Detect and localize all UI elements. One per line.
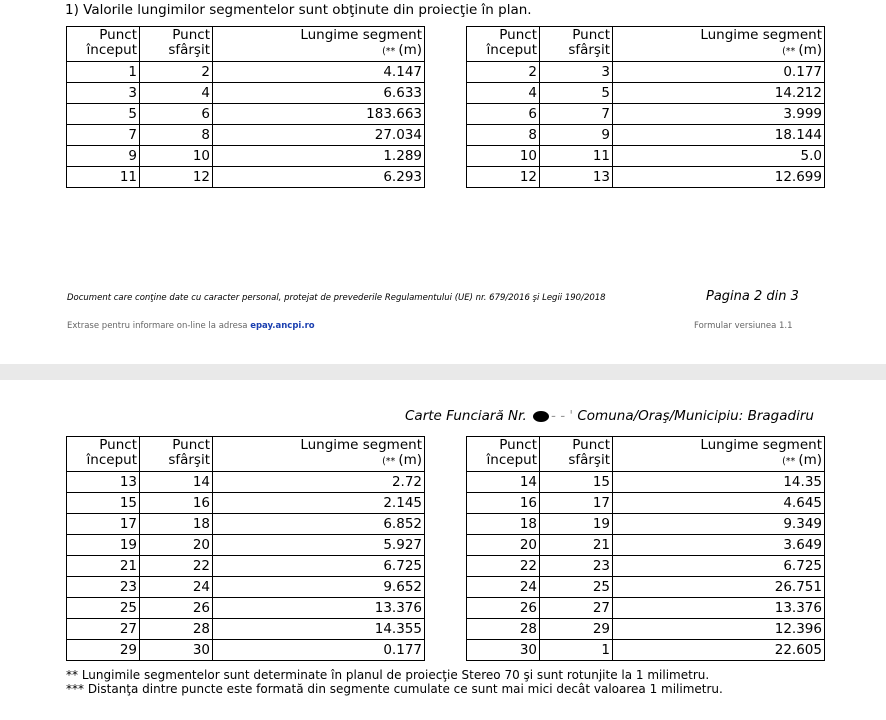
segment-length-cell: 12.396 [613, 619, 825, 640]
end-point-cell: 22 [140, 556, 213, 577]
table-row [467, 535, 825, 556]
end-point-cell: 14 [140, 472, 213, 493]
segment-length-cell: 6.725 [213, 556, 425, 577]
segment-length-cell: 9.349 [613, 514, 825, 535]
table-row [67, 167, 425, 188]
end-point-cell: 6 [140, 104, 213, 125]
end-point-cell: 27 [540, 598, 613, 619]
segment-length-cell: 2.145 [213, 493, 425, 514]
segment-length-cell: 1.289 [213, 146, 425, 167]
segment-length-cell: 5.927 [213, 535, 425, 556]
start-point-cell: 14 [467, 472, 540, 493]
extract-text: Extrase pentru informare on-line la adresa [67, 321, 251, 331]
end-point-cell: 12 [140, 167, 213, 188]
table-body [67, 472, 425, 661]
segment-length-cell: 12.699 [613, 167, 825, 188]
personal-data-notice: Document care conţine date cu caracter personal, protejat de prevederile Regulamentului (UE) nr. 679/2016 şi Legii 190/2018 [67, 293, 606, 303]
page-number: Pagina 2 din 3 [706, 289, 799, 304]
start-point-cell: 17 [67, 514, 140, 535]
end-point-cell: 29 [540, 619, 613, 640]
start-point-cell: 23 [67, 577, 140, 598]
segment-length-cell: 18.144 [613, 125, 825, 146]
end-point-cell: 13 [540, 167, 613, 188]
table-row [467, 62, 825, 83]
end-point-cell: 8 [140, 125, 213, 146]
start-point-cell: 22 [467, 556, 540, 577]
table-row [467, 125, 825, 146]
table-header [467, 437, 825, 472]
end-point-cell: 2 [140, 62, 213, 83]
table-row [67, 640, 425, 661]
table-body [467, 472, 825, 661]
segment-length-cell: 4.147 [213, 62, 425, 83]
segment-length-cell: 22.605 [613, 640, 825, 661]
footnote-rounding: ** Lungimile segmentelor sunt determinate în planul de proiecţie Stereo 70 şi sunt rotunjite la 1 milimetru. [66, 668, 710, 682]
land-book-label: Carte Funciară Nr. [405, 408, 527, 424]
epay-link[interactable]: epay.ancpi.ro [250, 321, 315, 331]
start-point-cell: 20 [467, 535, 540, 556]
table-row [467, 472, 825, 493]
table-row [67, 577, 425, 598]
start-point-cell: 12 [467, 167, 540, 188]
segment-length-cell: 5.0 [613, 146, 825, 167]
header-start-point: Punct început [467, 27, 540, 62]
table-body [467, 62, 825, 188]
start-point-cell: 26 [467, 598, 540, 619]
section-heading: 1) Valorile lungimilor segmentelor sunt obţinute din proiecţie în plan. [65, 2, 532, 18]
table-row [67, 125, 425, 146]
table-row [467, 556, 825, 577]
segment-length-cell: 14.212 [613, 83, 825, 104]
start-point-cell: 3 [67, 83, 140, 104]
start-point-cell: 29 [67, 640, 140, 661]
start-point-cell: 25 [67, 598, 140, 619]
end-point-cell: 15 [540, 472, 613, 493]
municipality-label: Comuna/Oraş/Municipiu: Bragadiru [577, 408, 814, 424]
table-body [67, 62, 425, 188]
segment-length-cell: 9.652 [213, 577, 425, 598]
start-point-cell: 16 [467, 493, 540, 514]
table-row [467, 619, 825, 640]
end-point-cell: 9 [540, 125, 613, 146]
form-version: Formular versiunea 1.1 [694, 321, 793, 331]
header-segment-length: Lungime segment (** (m) [613, 27, 825, 62]
header-end-point: Punct sfârşit [140, 27, 213, 62]
segment-length-cell: 6.852 [213, 514, 425, 535]
segment-length-cell: 0.177 [213, 640, 425, 661]
end-point-cell: 3 [540, 62, 613, 83]
segment-length-cell: 183.663 [213, 104, 425, 125]
start-point-cell: 19 [67, 535, 140, 556]
header-row [467, 437, 825, 472]
start-point-cell: 18 [467, 514, 540, 535]
header-row [67, 27, 425, 62]
start-point-cell: 4 [467, 83, 540, 104]
end-point-cell: 23 [540, 556, 613, 577]
table-row [67, 556, 425, 577]
table-header [67, 27, 425, 62]
start-point-cell: 9 [67, 146, 140, 167]
start-point-cell: 30 [467, 640, 540, 661]
segment-length-cell: 6.633 [213, 83, 425, 104]
table-row [467, 493, 825, 514]
start-point-cell: 24 [467, 577, 540, 598]
header-row [467, 27, 825, 62]
segment-length-cell: 27.034 [213, 125, 425, 146]
table-row [67, 62, 425, 83]
table-row [67, 514, 425, 535]
table-header [467, 27, 825, 62]
table-row [67, 83, 425, 104]
table-row [67, 146, 425, 167]
table-row [67, 535, 425, 556]
start-point-cell: 1 [67, 62, 140, 83]
end-point-cell: 21 [540, 535, 613, 556]
start-point-cell: 5 [67, 104, 140, 125]
segment-length-cell: 13.376 [613, 598, 825, 619]
table-row [67, 493, 425, 514]
table-row [467, 514, 825, 535]
end-point-cell: 24 [140, 577, 213, 598]
segment-length-cell: 4.645 [613, 493, 825, 514]
land-book-header [405, 408, 814, 424]
start-point-cell: 6 [467, 104, 540, 125]
header-start-point: Punct început [67, 437, 140, 472]
segment-length-cell: 14.35 [613, 472, 825, 493]
table-header [67, 437, 425, 472]
end-point-cell: 11 [540, 146, 613, 167]
header-segment-length: Lungime segment (** (m) [213, 27, 425, 62]
footnote-cumulated: *** Distanţa dintre puncte este formată din segmente cumulate ce sunt mai mici decât valoarea 1 milimetru. [66, 682, 723, 696]
header-start-point: Punct început [467, 437, 540, 472]
start-point-cell: 15 [67, 493, 140, 514]
segment-length-cell: 6.293 [213, 167, 425, 188]
redacted-number: - - ' [551, 408, 574, 424]
start-point-cell: 2 [467, 62, 540, 83]
table-row [467, 598, 825, 619]
segments-table-left-p2 [66, 436, 425, 661]
segment-length-cell: 3.649 [613, 535, 825, 556]
end-point-cell: 4 [140, 83, 213, 104]
start-point-cell: 27 [67, 619, 140, 640]
segments-table-right-p1 [466, 26, 825, 188]
header-end-point: Punct sfârşit [140, 437, 213, 472]
end-point-cell: 10 [140, 146, 213, 167]
start-point-cell: 28 [467, 619, 540, 640]
header-segment-length: Lungime segment (** (m) [613, 437, 825, 472]
table-row [467, 167, 825, 188]
header-end-point: Punct sfârşit [540, 437, 613, 472]
end-point-cell: 25 [540, 577, 613, 598]
page-3-of-3 [0, 380, 886, 720]
segment-length-cell: 3.999 [613, 104, 825, 125]
table-row [67, 472, 425, 493]
header-row [67, 437, 425, 472]
end-point-cell: 5 [540, 83, 613, 104]
segment-length-cell: 14.355 [213, 619, 425, 640]
start-point-cell: 11 [67, 167, 140, 188]
segments-table-right-p2 [466, 436, 825, 661]
header-end-point: Punct sfârşit [540, 27, 613, 62]
start-point-cell: 21 [67, 556, 140, 577]
end-point-cell: 16 [140, 493, 213, 514]
start-point-cell: 10 [467, 146, 540, 167]
table-row [467, 640, 825, 661]
table-row [467, 146, 825, 167]
segment-length-cell: 6.725 [613, 556, 825, 577]
segment-length-cell: 13.376 [213, 598, 425, 619]
end-point-cell: 1 [540, 640, 613, 661]
segment-length-cell: 2.72 [213, 472, 425, 493]
segment-length-cell: 26.751 [613, 577, 825, 598]
page-separator [0, 364, 886, 380]
segments-table-left-p1 [66, 26, 425, 188]
header-start-point: Punct început [67, 27, 140, 62]
table-row [67, 598, 425, 619]
table-row [467, 577, 825, 598]
table-row [67, 619, 425, 640]
start-point-cell: 7 [67, 125, 140, 146]
end-point-cell: 7 [540, 104, 613, 125]
online-extract-notice [67, 321, 315, 331]
segment-length-cell: 0.177 [613, 62, 825, 83]
end-point-cell: 26 [140, 598, 213, 619]
end-point-cell: 19 [540, 514, 613, 535]
redaction-mark [533, 411, 549, 422]
table-row [467, 104, 825, 125]
header-segment-length: Lungime segment (** (m) [213, 437, 425, 472]
end-point-cell: 20 [140, 535, 213, 556]
end-point-cell: 30 [140, 640, 213, 661]
end-point-cell: 18 [140, 514, 213, 535]
start-point-cell: 13 [67, 472, 140, 493]
start-point-cell: 8 [467, 125, 540, 146]
table-row [67, 104, 425, 125]
end-point-cell: 17 [540, 493, 613, 514]
end-point-cell: 28 [140, 619, 213, 640]
table-row [467, 83, 825, 104]
